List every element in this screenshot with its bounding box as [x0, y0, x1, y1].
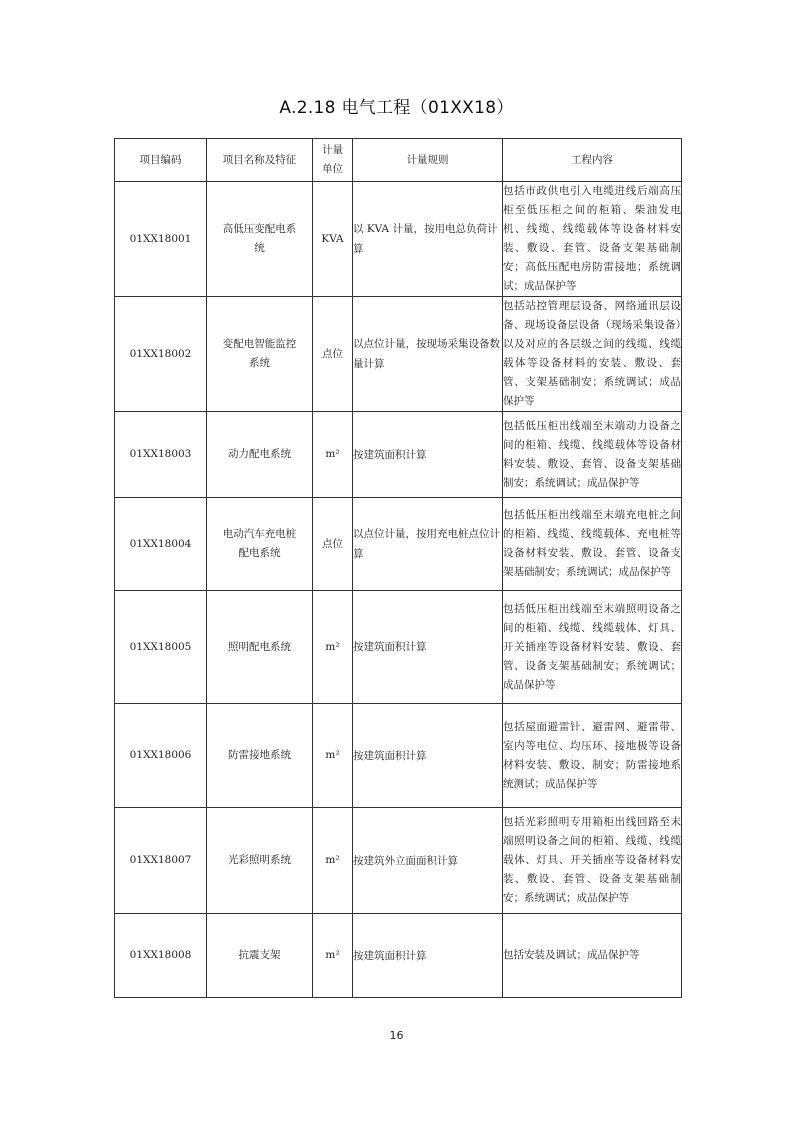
row-unit: 点位 — [313, 498, 353, 591]
row-rule: 以点位计量，按现场采集设备数量计算 — [353, 297, 503, 412]
row-code: 01XX18003 — [115, 412, 207, 498]
row-code: 01XX18001 — [115, 182, 207, 297]
row-unit: m² — [313, 591, 353, 704]
table-row — [115, 591, 682, 704]
row-name: 动力配电系统 — [207, 412, 313, 498]
table-row — [115, 808, 682, 914]
table-row — [115, 297, 682, 412]
page-number: 16 — [389, 1029, 404, 1042]
table-row — [115, 704, 682, 808]
row-unit: m² — [313, 412, 353, 498]
row-name: 光彩照明系统 — [207, 808, 313, 914]
row-name: 抗震支架 — [207, 914, 313, 998]
row-content: 包括市政供电引入电缆进线后端高压柜至低压柜之间的柜箱、柴油发电机、线缆、线缆载体等设备材料安装、敷设、套管、设备支架基础制安；高低压配电房防雷接地；系统调试；成品保护等 — [503, 182, 682, 297]
table-row — [115, 914, 682, 998]
row-code: 01XX18002 — [115, 297, 207, 412]
row-code: 01XX18008 — [115, 914, 207, 998]
row-name: 照明配电系统 — [207, 591, 313, 704]
row-content: 包括光彩照明专用箱柜出线回路至末端照明设备之间的柜箱、线缆、线缆载体、灯具、开关插座等设备材料安装、敷设、套管、设备支架基础制安；系统调试；成品保护等 — [503, 808, 682, 914]
row-code: 01XX18004 — [115, 498, 207, 591]
row-code: 01XX18005 — [115, 591, 207, 704]
header-code: 项目编码 — [115, 139, 207, 182]
row-rule: 以点位计量，按用充电桩点位计算 — [353, 498, 503, 591]
row-rule: 按建筑面积计算 — [353, 412, 503, 498]
row-name: 防雷接地系统 — [207, 704, 313, 808]
document-title: A.2.18 电气工程（01XX18） — [279, 98, 514, 118]
row-rule: 以 KVA 计量，按用电总负荷计算 — [353, 182, 503, 297]
row-code: 01XX18006 — [115, 704, 207, 808]
table-row — [115, 412, 682, 498]
row-rule: 按建筑面积计算 — [353, 704, 503, 808]
row-rule: 按建筑外立面面积计算 — [353, 808, 503, 914]
table-header-row — [115, 139, 682, 182]
row-unit: m² — [313, 704, 353, 808]
header-content: 工程内容 — [503, 139, 682, 182]
row-content: 包括低压柜出线端至末端充电桩之间的柜箱、线缆、线缆载体、充电桩等设备材料安装、敷设、套管、设备支架基础制安；系统调试；成品保护等 — [503, 498, 682, 591]
row-content: 包括屋面避雷针、避雷网、避雷带、室内等电位、均压环、接地极等设备材料安装、敷设、制安；防雷接地系统测试；成品保护等 — [503, 704, 682, 808]
row-name: 电动汽车充电桩配电系统 — [207, 498, 313, 591]
row-name: 变配电智能监控系统 — [207, 297, 313, 412]
row-rule: 按建筑面积计算 — [353, 914, 503, 998]
row-name: 高低压变配电系统 — [207, 182, 313, 297]
row-content: 包括低压柜出线端至末端照明设备之间的柜箱、线缆、线缆载体、灯具、开关插座等设备材料安装、敷设、套管、设备支架基础制安；系统调试；成品保护等 — [503, 591, 682, 704]
row-unit: m² — [313, 808, 353, 914]
row-content: 包括站控管理层设备、网络通讯层设备、现场设备层设备（现场采集设备）以及对应的各层级之间的线缆、线缆载体等设备材料的安装、敷设、套管、支架基础制安；系统调试；成品保护等 — [503, 297, 682, 412]
header-unit: 计量单位 — [313, 139, 353, 182]
row-rule: 按建筑面积计算 — [353, 591, 503, 704]
header-name: 项目名称及特征 — [207, 139, 313, 182]
table-row — [115, 498, 682, 591]
row-code: 01XX18007 — [115, 808, 207, 914]
row-content: 包括低压柜出线端至末端动力设备之间的柜箱、线缆、线缆载体等设备材料安装、敷设、套管、设备支架基础制安；系统调试；成品保护等 — [503, 412, 682, 498]
bill-of-quantities-table — [114, 138, 682, 998]
table-row — [115, 182, 682, 297]
row-unit: m² — [313, 914, 353, 998]
header-rule: 计量规则 — [353, 139, 503, 182]
row-unit: KVA — [313, 182, 353, 297]
row-content: 包括安装及调试；成品保护等 — [503, 914, 682, 998]
row-unit: 点位 — [313, 297, 353, 412]
